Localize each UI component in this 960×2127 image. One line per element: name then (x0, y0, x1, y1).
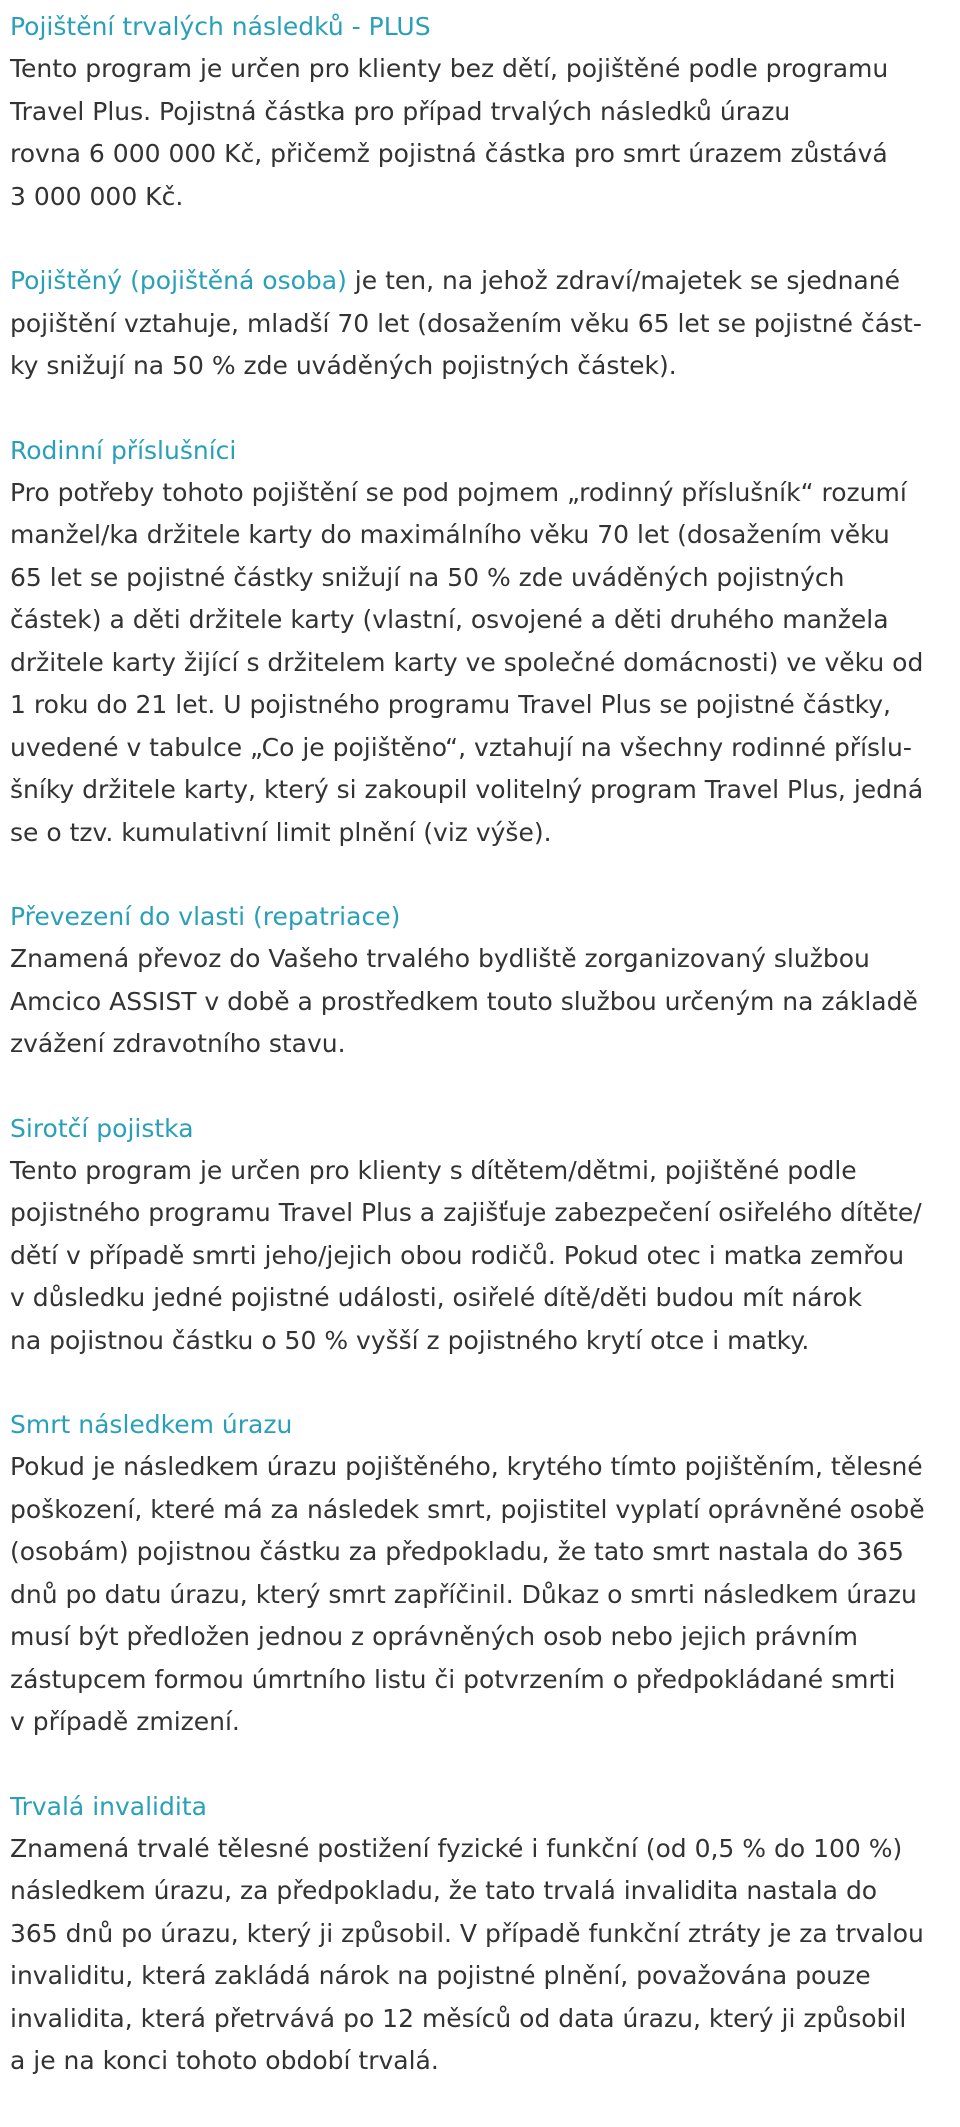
body-line: (osobám) pojistnou částku za předpokladu, že tato smrt nastala do 365 (10, 1537, 904, 1566)
body-line: 365 dnů po úrazu, který ji způsobil. V případě funkční ztráty je za trvalou (10, 1918, 924, 1948)
body-line: pojistného programu Travel Plus a zajišťuje zabezpečení osiřelého dítěte/ (10, 1198, 922, 1227)
section-pojisteny (10, 260, 950, 388)
body-line: Travel Plus. Pojistná částka pro případ trvalých následků úrazu (10, 96, 791, 126)
body-line: zástupcem formou úmrtního listu či potvrzením o předpokládané smrti (10, 1664, 896, 1694)
body-line: částek) a děti držitele karty (vlastní, osvojené a děti druhého manžela (10, 605, 889, 634)
section-heading: Trvalá invalidita (10, 1791, 207, 1821)
body-line: dnů po datu úrazu, který smrt zapříčinil. Důkaz o smrti následkem úrazu (10, 1579, 917, 1609)
section-body (10, 938, 950, 1066)
body-line: uvedené v tabulce „Co je pojištěno“, vztahují na všechny rodinné příslu- (10, 732, 912, 762)
body-line: Znamená převoz do Vašeho trvalého bydliště zorganizovaný službou (10, 944, 870, 973)
body-line: v případě zmizení. (10, 1707, 240, 1736)
section-trvale-nasledky-plus (10, 6, 950, 218)
body-line: následkem úrazu, za předpokladu, že tato trvalá invalidita nastala do (10, 1876, 878, 1905)
section-heading: Pojištění trvalých následků - PLUS (10, 12, 431, 41)
body-line (10, 260, 950, 303)
section-repatriace (10, 896, 950, 1066)
section-heading: Sirotčí pojistka (10, 1113, 194, 1143)
body-line: Znamená trvalé tělesné postižení fyzické i funkční (od 0,5 % do 100 %) (10, 1833, 903, 1863)
section-smrt-nasledkem-urazu (10, 1404, 950, 1744)
section-heading: Smrt následkem úrazu (10, 1410, 293, 1439)
body-line: musí být předložen jednou z oprávněných osob nebo jejich právním (10, 1622, 858, 1651)
body-line: a je na konci tohoto období trvalá. (10, 2046, 439, 2075)
body-line: se o tzv. kumulativní limit plnění (viz výše). (10, 817, 552, 847)
inline-term: Pojištěný (pojištěná osoba) (10, 266, 347, 295)
section-body (10, 1150, 950, 1363)
section-body (10, 260, 950, 388)
body-line: zvážení zdravotního stavu. (10, 1029, 346, 1058)
body-line: pojištění vztahuje, mladší 70 let (dosažením věku 65 let se pojistné část- (10, 308, 922, 338)
body-line: invaliditu, která zakládá nárok na pojistné plnění, považována pouze (10, 1961, 871, 1990)
body-line: Pokud je následkem úrazu pojištěného, krytého tímto pojištěním, tělesné (10, 1452, 923, 1481)
body-line: 1 roku do 21 let. U pojistného programu Travel Plus se pojistné částky, (10, 690, 891, 719)
body-line: šníky držitele karty, který si zakoupil volitelný program Travel Plus, jedná (10, 775, 924, 804)
section-heading: Rodinní příslušníci (10, 435, 237, 465)
body-line: invalidita, která přetrvává po 12 měsíců od data úrazu, který ji způsobil (10, 2003, 907, 2033)
body-line: 3 000 000 Kč. (10, 181, 184, 211)
body-line: Tento program je určen pro klienty s dítětem/dětmi, pojištěné podle (10, 1155, 857, 1185)
section-body (10, 1446, 950, 1744)
body-line: na pojistnou částku o 50 % vyšší z pojistného krytí otce i matky. (10, 1325, 810, 1355)
body-line: 65 let se pojistné částky snižují na 50 % zde uváděných pojistných (10, 562, 845, 592)
body-line: Tento program je určen pro klienty bez dětí, pojištěné podle programu (10, 54, 889, 83)
section-rodinni-prislusnici (10, 430, 950, 855)
section-body (10, 1828, 950, 2083)
body-line: Amcico ASSIST v době a prostředkem touto službou určeným na základě (10, 986, 918, 1016)
body-line: rovna 6 000 000 Kč, přičemž pojistná částka pro smrt úrazem zůstává (10, 139, 888, 168)
body-line: dětí v případě smrti jeho/jejich obou rodičů. Pokud otec i matka zemřou (10, 1240, 905, 1270)
section-heading: Převezení do vlasti (repatriace) (10, 902, 401, 931)
inline-rest: je ten, na jehož zdraví/majetek se sjednané (346, 266, 900, 295)
section-body (10, 472, 950, 855)
body-line: manžel/ka držitele karty do maximálního věku 70 let (dosažením věku (10, 520, 890, 549)
body-line: Pro potřeby tohoto pojištění se pod pojmem „rodinný příslušník“ rozumí (10, 477, 907, 507)
section-trvala-invalidita (10, 1786, 950, 2083)
section-sirotci-pojistka (10, 1108, 950, 1363)
body-line: ky snižují na 50 % zde uváděných pojistných částek). (10, 351, 677, 380)
body-line: poškození, které má za následek smrt, pojistitel vyplatí oprávněné osobě (10, 1494, 925, 1524)
body-line: v důsledku jedné pojistné události, osiřelé dítě/děti budou mít nárok (10, 1283, 862, 1312)
section-body (10, 48, 950, 218)
body-line: držitele karty žijící s držitelem karty ve společné domácnosti) ve věku od (10, 647, 924, 677)
